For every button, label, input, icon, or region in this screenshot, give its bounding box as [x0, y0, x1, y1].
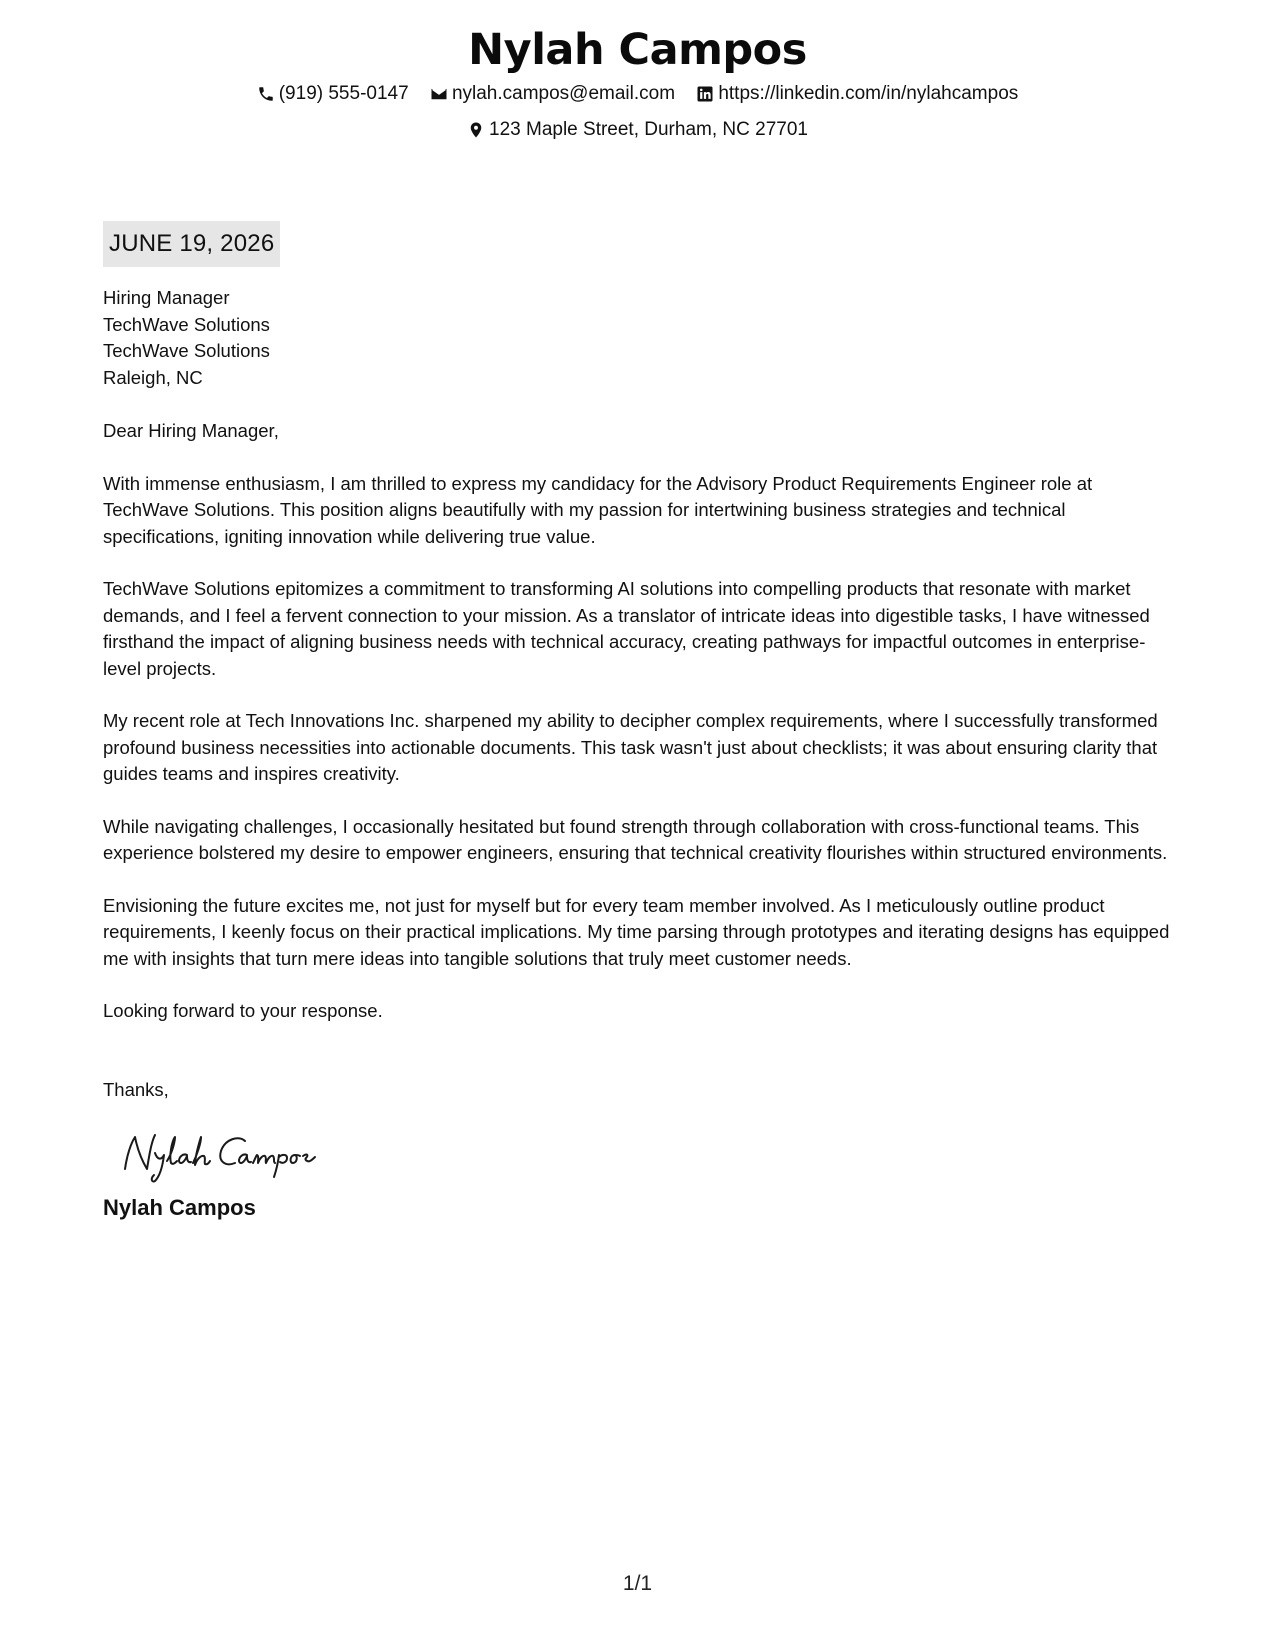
- signoff: Thanks,: [103, 1078, 169, 1100]
- address-text: 123 Maple Street, Durham, NC 27701: [489, 119, 808, 140]
- contact-email[interactable]: [430, 78, 675, 110]
- contact-line-primary: [0, 78, 1275, 114]
- phone-text: (919) 555-0147: [278, 83, 409, 104]
- phone-icon: [257, 85, 275, 103]
- page-number: 1/1: [622, 1572, 653, 1595]
- body-paragraph: My recent role at Tech Innovations Inc. sharpened my ability to decipher complex requirements, where I successfully transformed profound business necessities into actionable documents. This task wasn't just about checklists; it was about ensuring clarity that guides teams and inspires creativity.: [103, 710, 1158, 784]
- linkedin-icon: [696, 85, 714, 103]
- map-pin-icon: [467, 121, 485, 139]
- recipient-line: TechWave Solutions: [103, 340, 270, 361]
- linkedin-link[interactable]: https://linkedin.com/in/nylahcampos: [718, 83, 1019, 104]
- body-paragraph: With immense enthusiasm, I am thrilled to express my candidacy for the Advisory Product Requirements Engineer role at TechWave Solutions. This position aligns beautifully with my passion for intertwining business strategies and technical specifications, igniting innovation while delivering true value.: [103, 472, 1093, 547]
- contact-phone: [257, 78, 409, 110]
- recipient-block: [103, 285, 1178, 391]
- recipient-line: Hiring Manager: [103, 287, 230, 308]
- email-link[interactable]: nylah.campos@email.com: [451, 83, 676, 104]
- body-paragraph: Envisioning the future excites me, not just for myself but for every team member involved. As I meticulously outline product requirements, I keenly focus on their practical implications. My time parsing through prototypes and iterating designs has equipped me with insights that turn mere ideas into tangible solutions that truly meet customer needs.: [103, 894, 1170, 969]
- applicant-name: Nylah Campos: [468, 25, 807, 75]
- body-paragraph: While navigating challenges, I occasionally hesitated but found strength through collaboration with cross-functional teams. This experience bolstered my desire to empower engineers, ensuring that technical creativity flourishes within structured environments.: [103, 815, 1168, 863]
- contact-address: [467, 114, 808, 146]
- contact-linkedin[interactable]: [696, 78, 1018, 110]
- body-paragraph: TechWave Solutions epitomizes a commitment to transforming AI solutions into compelling products that resonate with market demands, and I feel a fervent connection to your mission. As a translator of intricate ideas into digestible tasks, I have witnessed firsthand the impact of aligning business needs with technical accuracy, creating pathways for impactful outcomes in enterprise-level projects.: [103, 578, 1150, 679]
- signer-name: Nylah Campos: [103, 1195, 256, 1220]
- closing-line: Looking forward to your response.: [103, 1000, 383, 1021]
- recipient-line: Raleigh, NC: [103, 366, 203, 388]
- envelope-icon: [430, 85, 448, 103]
- signature-image: [117, 1125, 357, 1185]
- salutation: Dear Hiring Manager,: [103, 420, 279, 441]
- letter-header: [0, 22, 1275, 150]
- handwritten-signature: [117, 1125, 357, 1185]
- contact-line-secondary: [0, 114, 1275, 150]
- recipient-line: TechWave Solutions: [103, 313, 270, 335]
- letter-date: JUNE 19, 2026: [103, 221, 280, 267]
- letter-body: [103, 221, 1178, 1223]
